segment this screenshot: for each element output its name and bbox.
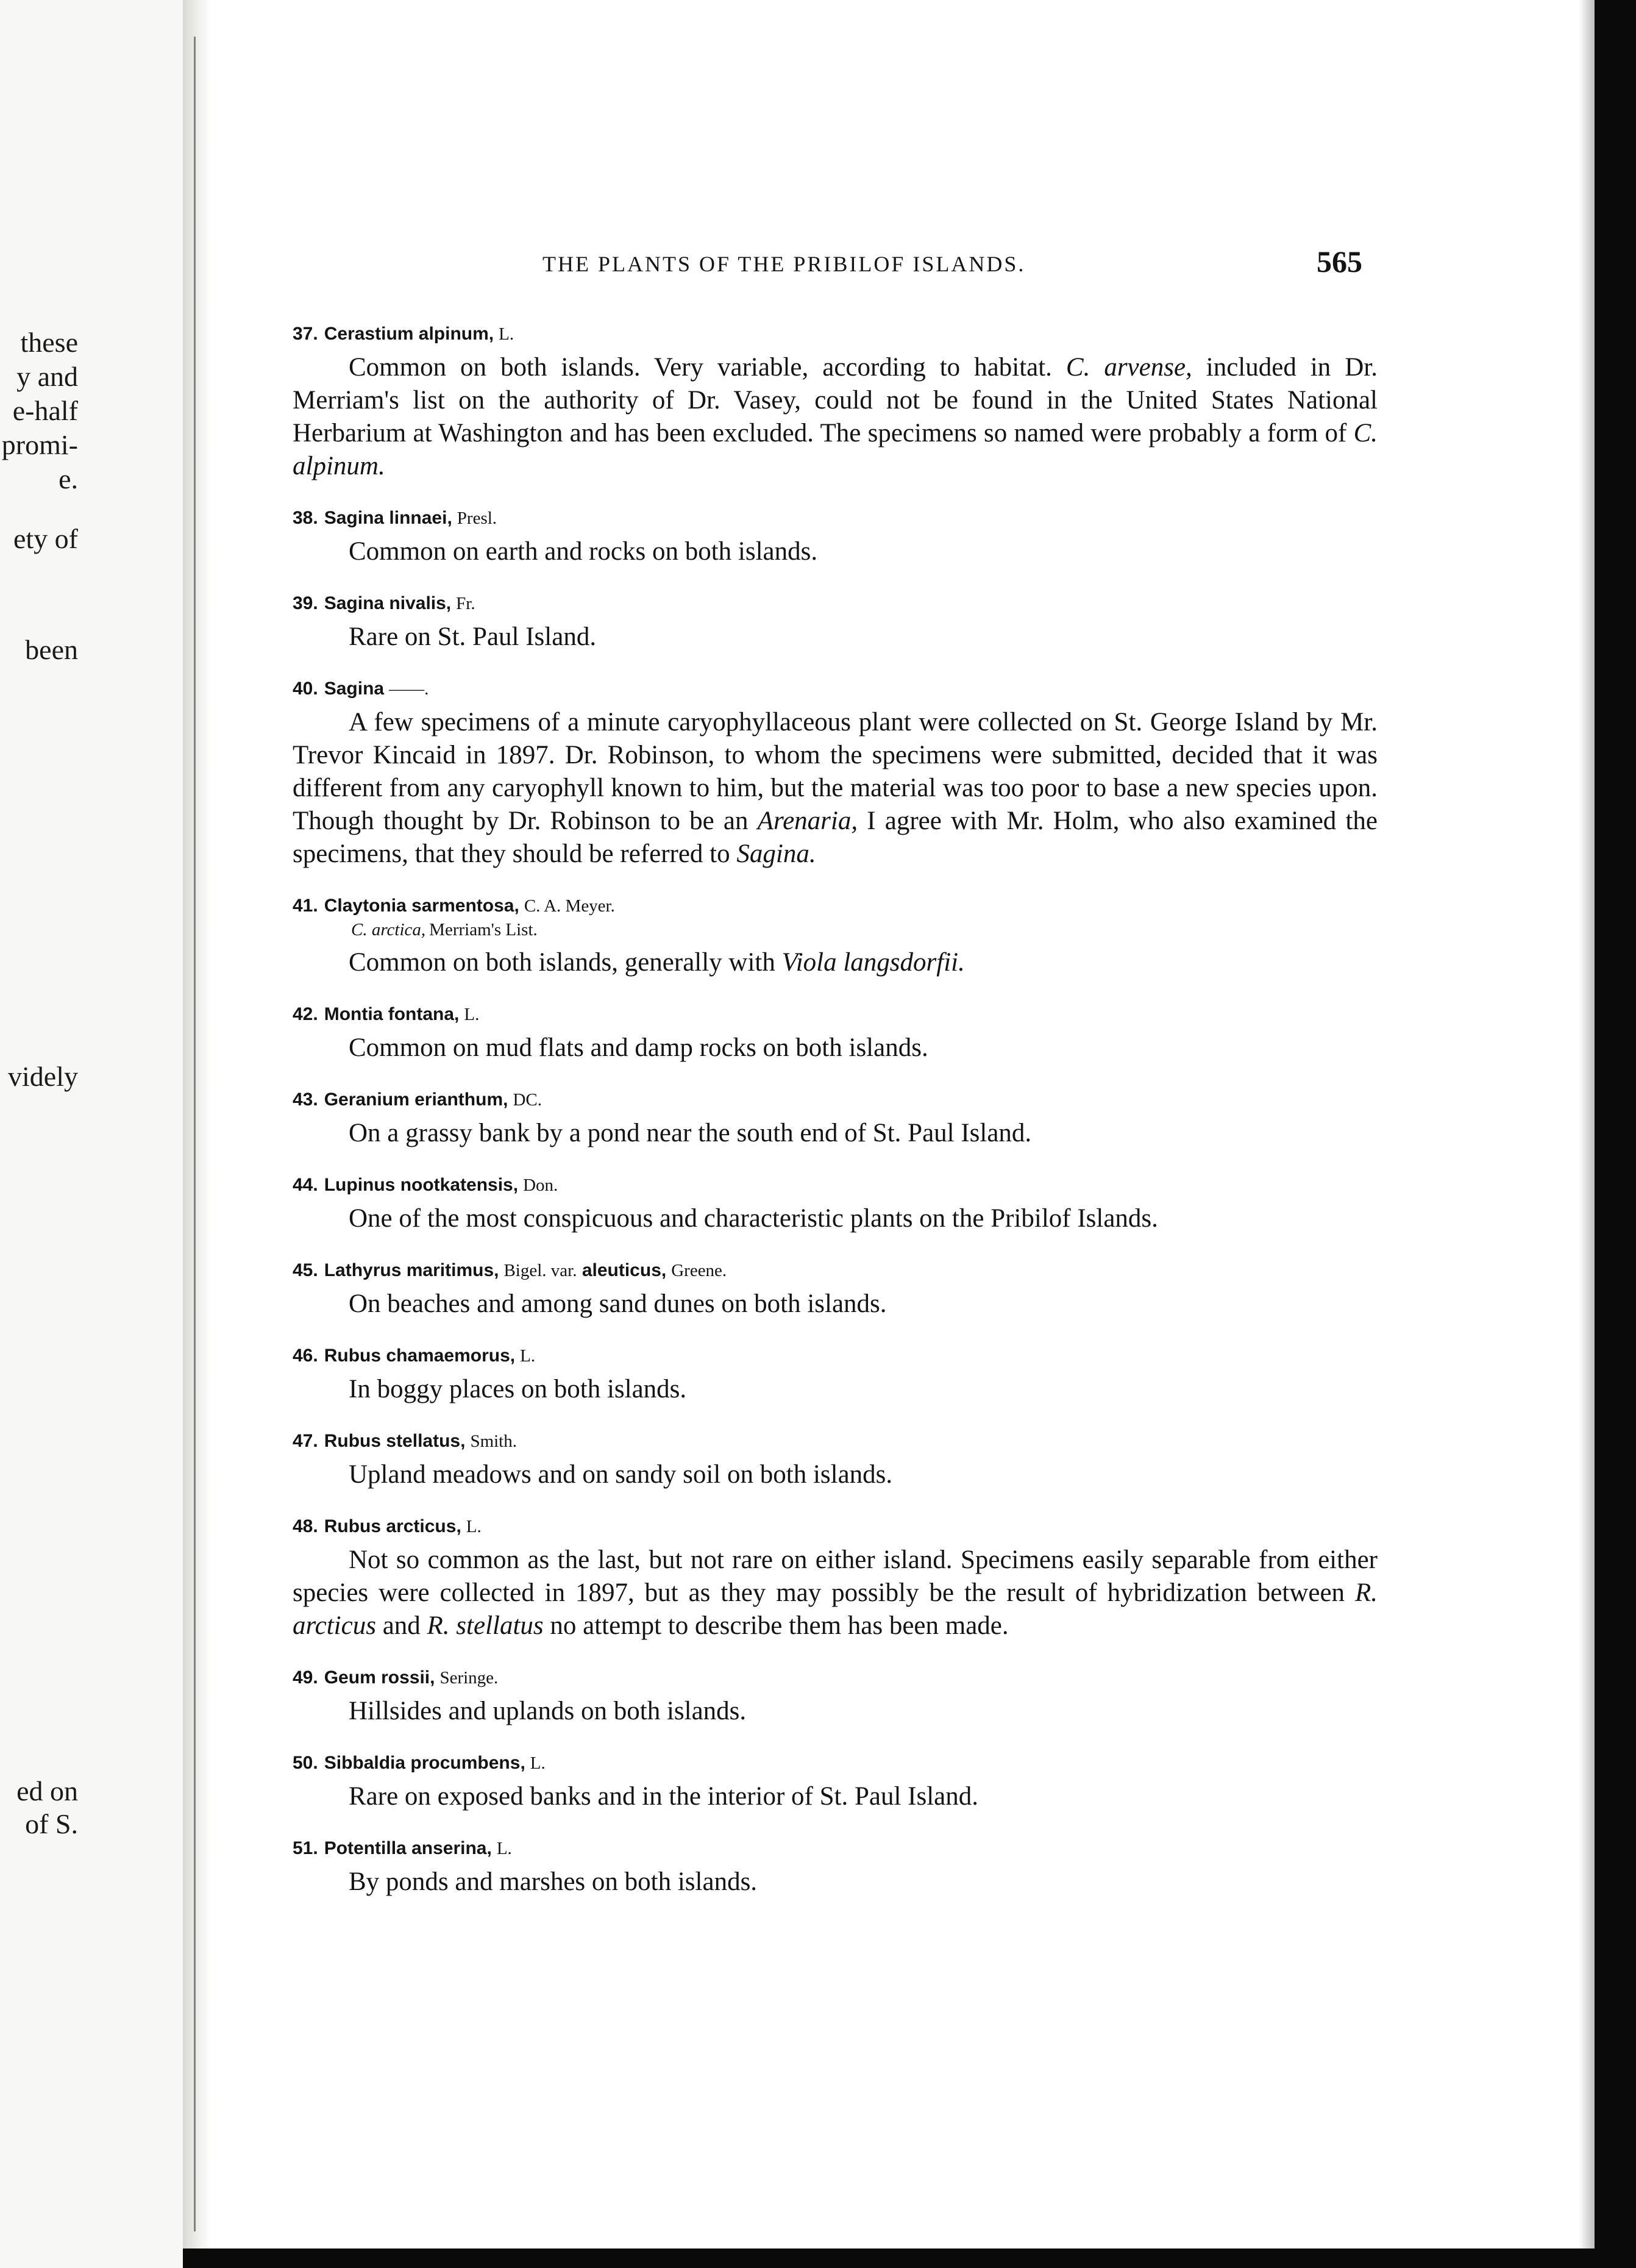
species-authority: Smith. [470, 1432, 517, 1451]
entry-text: On beaches and among sand dunes on both islands. [349, 1289, 887, 1318]
facing-page-fragment: promi- [1, 429, 78, 460]
facing-page-fragment: y and [16, 361, 78, 392]
entry-text: Common on earth and rocks on both islands. [349, 537, 818, 566]
italic-taxon: C. arvense, [1065, 353, 1192, 382]
gutter-fold-line [194, 37, 196, 2231]
entry-number: 49. [293, 1667, 318, 1688]
species-name: Lathyrus maritimus, [324, 1260, 499, 1280]
facing-page-fragment: ety of [13, 523, 78, 554]
species-entry [293, 506, 1378, 568]
entry-text: Rare on St. Paul Island. [349, 622, 597, 651]
species-name: Montia fontana, [324, 1004, 460, 1024]
species-authority: Fr. [456, 594, 475, 613]
entry-heading [293, 1751, 1378, 1775]
italic-taxon: Arenaria, [757, 807, 858, 835]
text-run: Not so common as the last, but not rare on either island. Specimens easily separable from either species were collected in 1897, but as they may possibly be the result of hybridization between [293, 1546, 1378, 1607]
synonym-source: Merriam's List. [429, 920, 538, 940]
page-number: 565 [1317, 244, 1362, 279]
text-run: Common on both islands. Very variable, according to habitat. [349, 353, 1066, 382]
species-name: Rubus chamaemorus, [324, 1346, 516, 1366]
entry-number: 40. [293, 679, 318, 699]
entry-text: In boggy places on both islands. [349, 1375, 687, 1403]
facing-page-fragment: of S. [25, 1808, 78, 1839]
species-authority: L. [520, 1346, 536, 1366]
scan-border-right [1595, 0, 1636, 2268]
species-name: Sibbaldia procumbens, [324, 1753, 525, 1773]
facing-page-fragment: been [25, 634, 78, 665]
text-run: included in Dr. Merriam's list on the authority of Dr. Vasey, could not be found in the United States National Herbarium at Washington and has been excluded. The specimens so named were probably a form of [293, 353, 1378, 448]
species-entry [293, 1344, 1378, 1406]
entry-number: 47. [293, 1431, 318, 1451]
species-name: Sagina linnaei, [324, 508, 452, 528]
species-name: Rubus arcticus, [324, 1516, 461, 1536]
book-gutter [183, 0, 212, 2268]
entry-heading [293, 506, 1378, 530]
species-authority: Bigel. var. [503, 1261, 577, 1280]
species-authority: L. [530, 1753, 546, 1773]
species-name: Rubus stellatus, [324, 1431, 466, 1451]
species-authority: Don. [523, 1175, 558, 1195]
entry-heading [293, 591, 1378, 616]
entry-number: 41. [293, 896, 318, 916]
entry-heading [293, 1344, 1378, 1368]
italic-taxon: R. arcticus [293, 1578, 1378, 1640]
entry-number: 45. [293, 1260, 318, 1280]
synonym-line [351, 918, 1378, 941]
entry-heading [293, 1258, 1378, 1283]
species-authority: L. [464, 1005, 480, 1024]
entry-text: Upland meadows and on sandy soil on both islands. [349, 1460, 893, 1489]
italic-taxon: Sagina. [736, 840, 816, 868]
entry-number: 38. [293, 508, 318, 528]
entry-heading [293, 322, 1378, 346]
species-name: Sagina nivalis, [324, 593, 452, 613]
entry-heading [293, 1514, 1378, 1539]
variety-authority: Greene. [671, 1261, 727, 1280]
species-name: Cerastium alpinum, [324, 324, 494, 344]
species-name: Lupinus nootkatensis, [324, 1175, 519, 1195]
species-name: Sagina [324, 679, 385, 699]
entry-heading [293, 1002, 1378, 1027]
species-authority: L. [496, 1839, 512, 1858]
species-name: Potentilla anserina, [324, 1838, 492, 1858]
species-entry [293, 1836, 1378, 1899]
species-name: Geranium erianthum, [324, 1089, 508, 1110]
entry-text: Rare on exposed banks and in the interior of St. Paul Island. [349, 1782, 978, 1811]
entry-number: 50. [293, 1753, 318, 1773]
species-entry [293, 1666, 1378, 1728]
facing-page-fragment: videly [8, 1061, 78, 1092]
entry-text: On a grassy bank by a pond near the south end of St. Paul Island. [349, 1119, 1032, 1147]
text-run: and [375, 1611, 427, 1640]
entry-number: 51. [293, 1838, 318, 1858]
entry-heading [293, 1836, 1378, 1861]
entry-number: 44. [293, 1175, 318, 1195]
italic-taxon: C. alpinum. [293, 419, 1378, 480]
text-run: Common on both islands, generally with [349, 948, 782, 977]
facing-page-fragment: ed on [16, 1775, 78, 1806]
species-authority: C. A. Meyer. [524, 896, 615, 916]
text-run: I agree with Mr. Holm, who also examined the specimens, that they should be referred to [293, 807, 1378, 868]
entry-text [293, 946, 1378, 979]
entry-number: 37. [293, 324, 318, 344]
species-authority: Presl. [457, 508, 497, 528]
italic-taxon: R. stellatus [427, 1611, 544, 1640]
species-authority: L. [499, 324, 514, 344]
species-name: Claytonia sarmentosa, [324, 896, 519, 916]
species-entry [293, 591, 1378, 654]
species-entry [293, 1514, 1378, 1642]
entry-text: Common on mud flats and damp rocks on both islands. [349, 1033, 928, 1062]
species-name: Geum rossii, [324, 1667, 435, 1688]
synonym-name: C. arctica, [351, 920, 426, 940]
entry-heading [293, 894, 1378, 918]
text-run: no attempt to describe them has been made. [543, 1611, 1009, 1640]
species-entry [293, 322, 1378, 483]
facing-page-sliver [0, 0, 183, 2268]
facing-page-fragment: these [20, 327, 78, 358]
species-authority: DC. [513, 1090, 542, 1110]
entry-text [293, 706, 1378, 871]
entry-number: 46. [293, 1346, 318, 1366]
species-entry [293, 677, 1378, 871]
species-authority: L. [466, 1517, 482, 1536]
scan-border-bottom [183, 2248, 1595, 2268]
facing-page-fragment: e. [59, 463, 78, 494]
entry-text: By ponds and marshes on both islands. [349, 1867, 758, 1896]
entry-number: 39. [293, 593, 318, 613]
facing-page-fragment: e-half [12, 395, 78, 426]
species-authority: Seringe. [439, 1668, 499, 1688]
entry-number: 42. [293, 1004, 318, 1024]
variety-name: aleuticus, [581, 1260, 667, 1280]
entry-text [293, 351, 1378, 483]
entry-number: 43. [293, 1089, 318, 1110]
entry-text [293, 1544, 1378, 1642]
entry-heading [293, 1088, 1378, 1112]
entry-heading [293, 1429, 1378, 1453]
species-entry [293, 1751, 1378, 1813]
entry-text: Hillsides and uplands on both islands. [349, 1697, 747, 1725]
entry-heading [293, 1666, 1378, 1690]
page-edge-shadow [1579, 0, 1595, 2268]
running-title: THE PLANTS OF THE PRIBILOF ISLANDS. [542, 252, 1026, 276]
entry-number: 48. [293, 1516, 318, 1536]
species-authority: ——. [389, 679, 429, 699]
italic-taxon: Viola langsdorfii. [781, 948, 965, 977]
species-list [293, 322, 1378, 1922]
species-entry [293, 1429, 1378, 1491]
entry-heading [293, 1173, 1378, 1197]
species-entry [293, 1002, 1378, 1064]
species-entry [293, 1173, 1378, 1235]
species-entry [293, 1258, 1378, 1321]
entry-heading [293, 677, 1378, 701]
entry-text: One of the most conspicuous and characteristic plants on the Pribilof Islands. [349, 1204, 1158, 1233]
species-entry [293, 894, 1378, 979]
text-run: A few specimens of a minute caryophyllaceous plant were collected on St. George Island by Mr. Trevor Kincaid in 1897. Dr. Robinson, to whom the specimens were submitted, decided that it was different from any caryophyll known to him, but the material was too poor to base a new species upon. Though thought by Dr. Robinson to be an [293, 708, 1378, 835]
species-entry [293, 1088, 1378, 1150]
